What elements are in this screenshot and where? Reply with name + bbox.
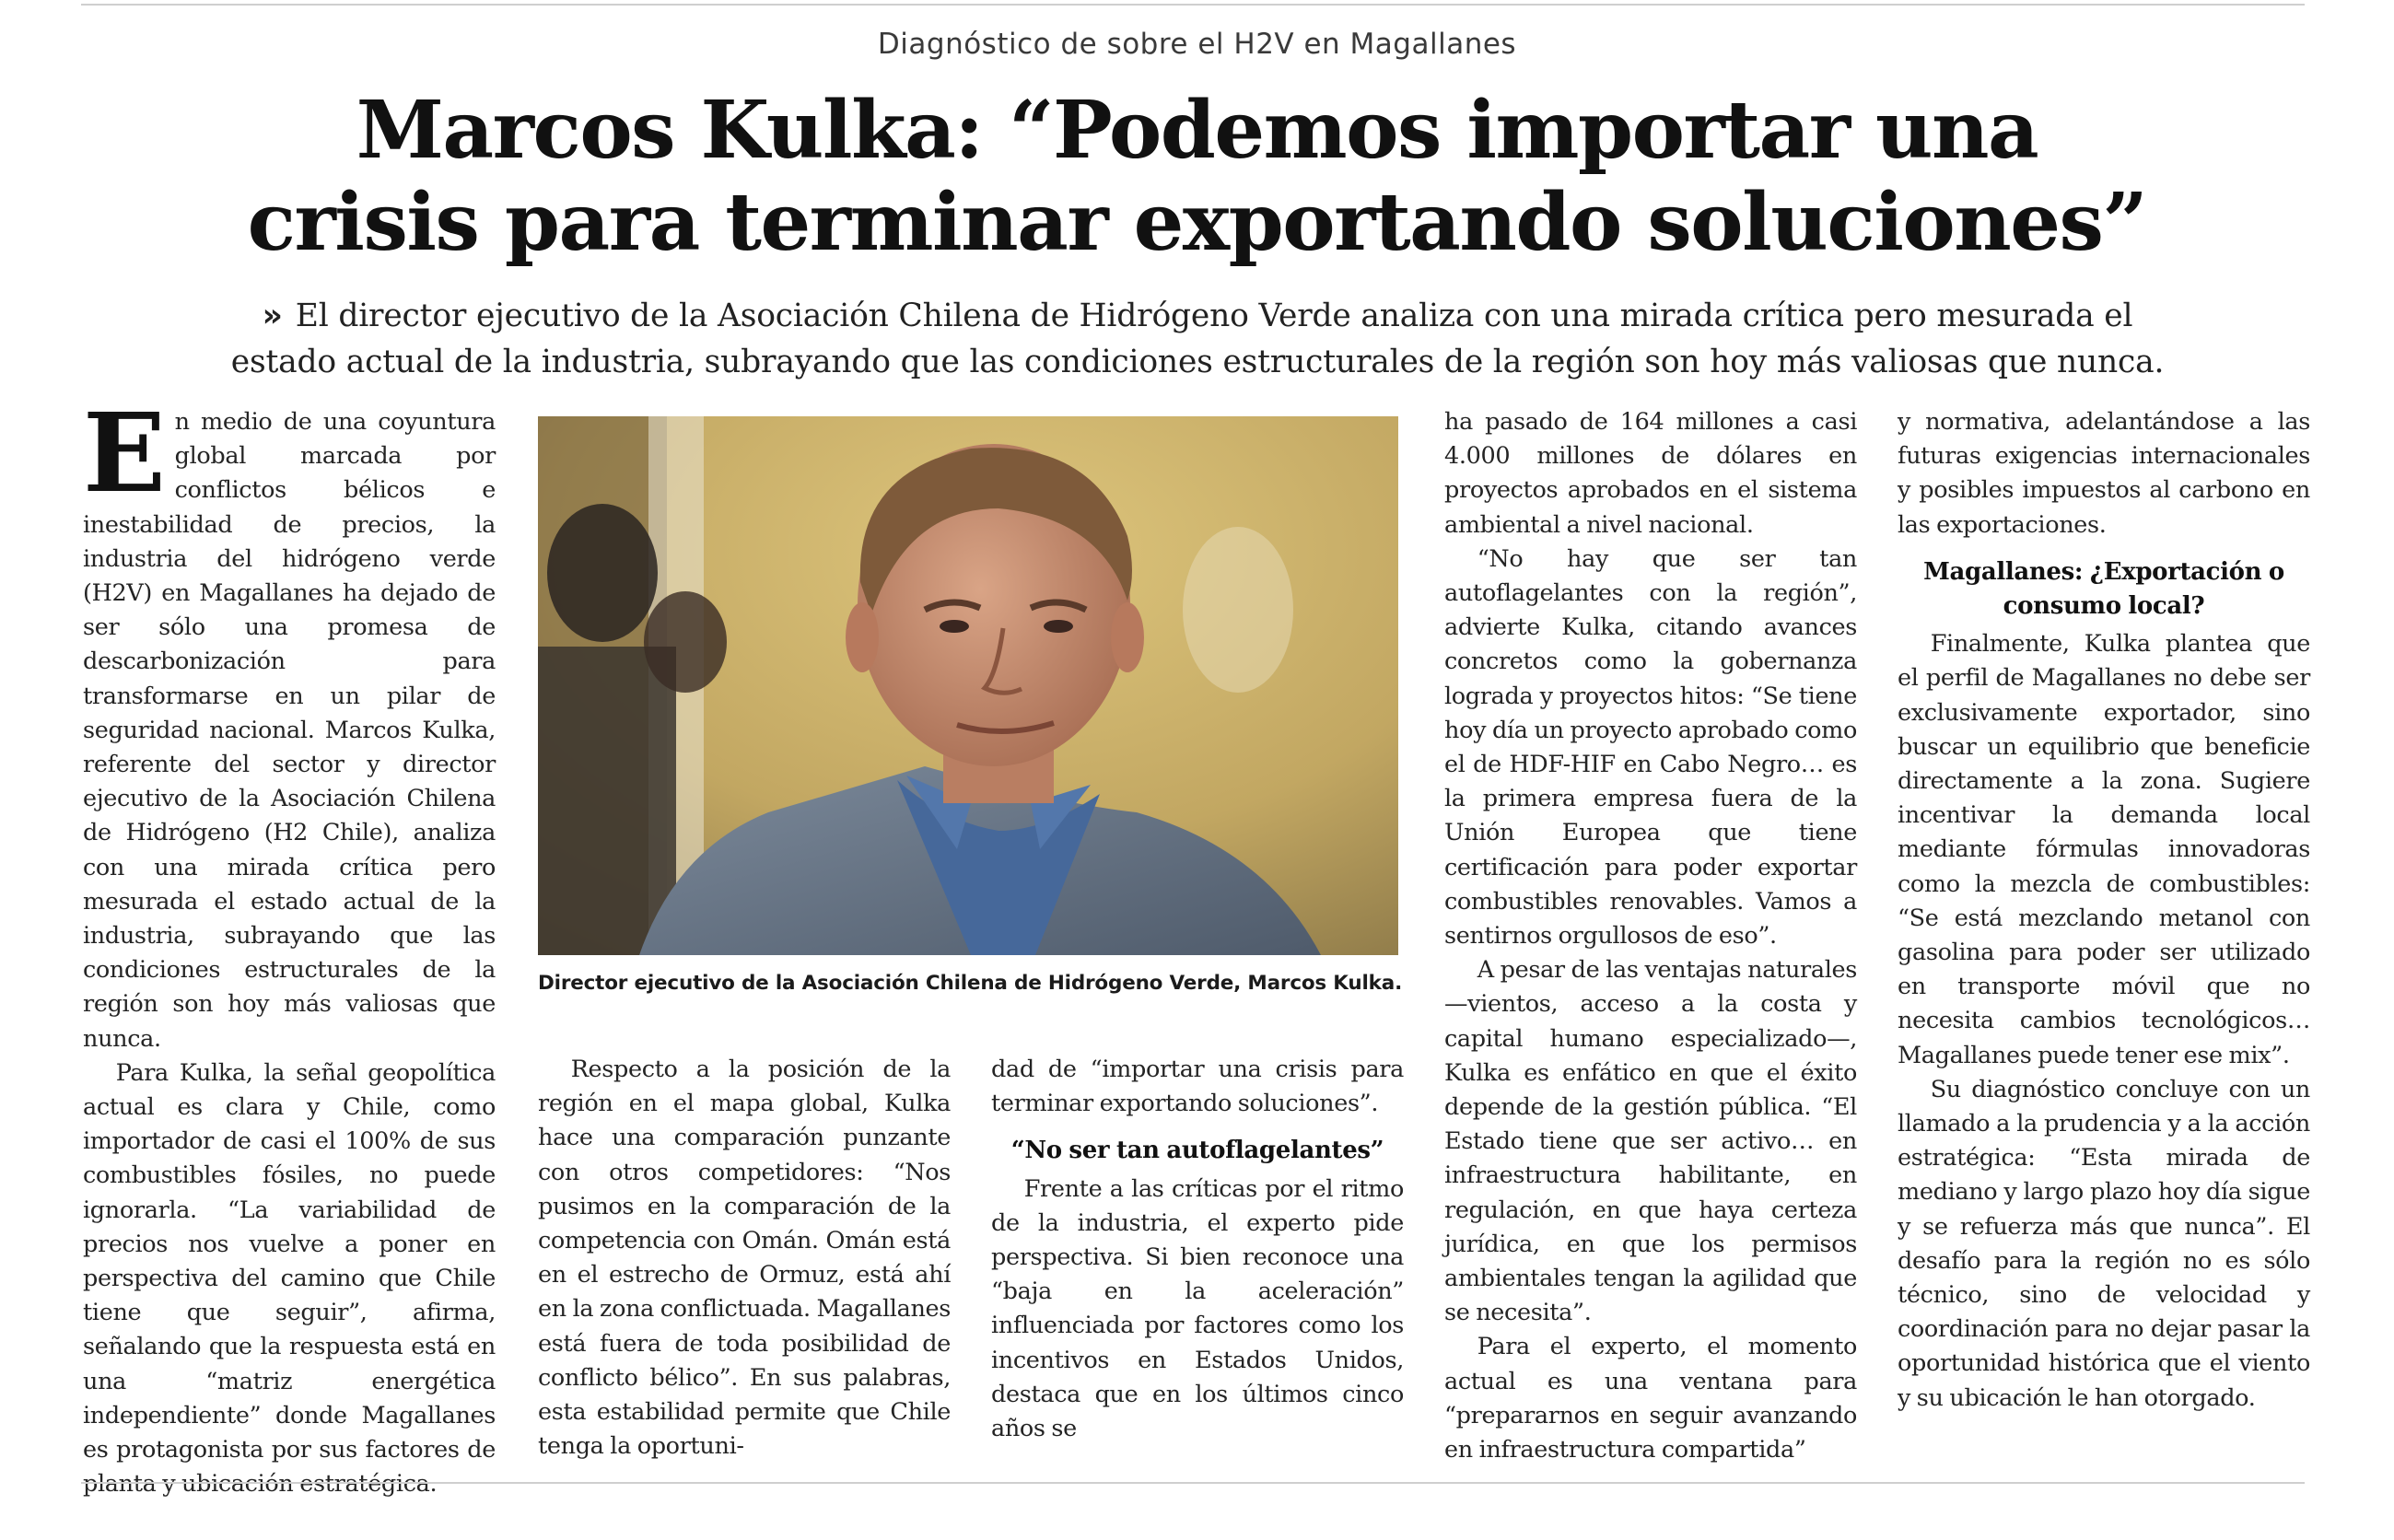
paragraph: Su diagnóstico concluye con un llamado a la prudencia y a la acción estratégica: “Esta mirada de mediano y largo plazo hoy día sigue y se refuerza más que nunca”. El desafío para la región no es sólo técnico, sino de velocidad y coordinación para no dejar pasar la oportunidad histórica que el viento y su ubicación le han otorgado.	[1898, 1075, 2310, 1412]
column-2	[538, 1053, 951, 1476]
headline-line-1: Marcos Kulka: “Podemos importar una	[356, 84, 2038, 177]
paragraph: Frente a las críticas por el ritmo de la industria, el experto pide perspectiva. Si bien reconoce una “baja en la aceleración” influenciada por factores como los incentivos en Estados Unidos, destaca que en los últimos cinco años se	[991, 1174, 1404, 1443]
paragraph: ha pasado de 164 millones a casi 4.000 millones de dólares en proyectos aprobados en el sistema ambiental a nivel nacional.	[1444, 408, 1857, 539]
subhead-exportacion: Magallanes: ¿Exportación o consumo local?	[1923, 557, 2284, 621]
drop-cap: E	[83, 389, 166, 517]
paragraph: dad de “importar una crisis para terminar exportando soluciones”.	[991, 1056, 1404, 1118]
column-1	[83, 389, 496, 1499]
paragraph: Para Kulka, la señal geopolítica actual es clara y Chile, como importador de casi el 100% de sus combustibles fósiles, no puede ignorarla. “La variabilidad de precios nos vuelve a poner en perspectiva del camino que Chile tiene que seguir”, afirma, señalando que la respuesta está en una “matriz energética independiente” donde Magallanes es protagonista por sus factores de planta y ubicación estratégica.	[83, 1058, 496, 1499]
column-4	[1444, 405, 1857, 1474]
column-5	[1898, 405, 2310, 1474]
lead-paragraph	[83, 389, 496, 1056]
bottom-rule	[81, 1482, 2305, 1484]
paragraph: A pesar de las ventajas naturales —vientos, acceso a la costa y capital humano especializado—, Kulka es enfático en que el éxito depende de la gestión pública. “El Estado tiene que ser activo… en infraestructura habilitante, en regulación, en que haya certeza jurídica, en que los permisos ambientales tengan la agilidad que se necesita”.	[1444, 956, 1857, 1327]
deck	[230, 293, 2165, 385]
subhead-autoflagelantes: “No ser tan autoflagelantes”	[1010, 1137, 1384, 1165]
column-3	[991, 1053, 1404, 1476]
paragraph: “No hay que ser tan autoflagelantes con la región”, advierte Kulka, citando avances concretos como la gobernanza lograda y proyectos hitos: “Se tiene hoy día un proyecto aprobado como el de HDF-HIF en Cabo Negro… es la primera empresa fuera de la Unión Europea que tiene certificación para poder exportar combustibles renovables. Vamos a sentirnos orgullosos de eso”.	[1444, 544, 1857, 951]
paragraph: Respecto a la posición de la región en el mapa global, Kulka hace una comparación punzante con otros competidores: “Nos pusimos en la comparación de la competencia con Omán. Omán está en el estrecho de Ormuz, está ahí en la zona conflictuada. Magallanes está fuera de toda posibilidad de conflicto bélico”. En sus palabras, esta estabilidad permite que Chile tenga la oportuni-	[538, 1056, 952, 1461]
headline-line-2: crisis para terminar exportando soluciones”	[247, 176, 2147, 269]
lead-paragraph-text: n medio de una coyuntura global marcada por conflictos bélicos e inestabilidad de precios, la industria del hidrógeno verde (H2V) en Magallanes ha dejado de ser sólo una promesa de descarbonización para transformarse en un pilar de seguridad nacional. Marcos Kulka, referente del sector y director ejecutivo de la Asociación Chilena de Hidrógeno (H2 Chile), analiza con una mirada crítica pero mesurada el estado actual de la industria, subrayando que las condiciones estructurales de la región son hoy más valiosas que nunca.	[83, 408, 496, 1053]
portrait-illustration	[538, 416, 1398, 955]
portrait-photo	[538, 416, 1398, 955]
paragraph: y normativa, adelantándose a las futuras exigencias internacionales y posibles impuestos al carbono en las exportaciones.	[1898, 408, 2310, 539]
deck-text: El director ejecutivo de la Asociación Chilena de Hidrógeno Verde analiza con una mirada crítica pero mesurada el estado actual de la industria, subrayando que las condiciones estructurales de la región son hoy más valiosas que nunca.	[230, 298, 2165, 380]
deck-marker-icon: »	[262, 298, 283, 334]
kicker: Diagnóstico de sobre el H2V en Magallanes	[877, 28, 1517, 61]
photo-caption: Director ejecutivo de la Asociación Chilena de Hidrógeno Verde, Marcos Kulka.	[538, 972, 1403, 995]
paragraph: Finalmente, Kulka plantea que el perfil de Magallanes no debe ser exclusivamente exportador, sino buscar un equilibrio que beneficie directamente a la zona. Sugiere incentivar la demanda local mediante fórmulas innovadoras como la mezcla de combustibles: “Se está mezclando metanol con gasolina para poder ser utilizado en transporte móvil que no necesita cambios tecnológicos… Magallanes puede tener ese mix”.	[1898, 630, 2310, 1069]
headline	[0, 85, 2394, 269]
paragraph: Para el experto, el momento actual es una ventana para “prepararnos en seguir avanzando en infraestructura compartida”	[1444, 1333, 1857, 1464]
top-rule	[81, 4, 2305, 6]
